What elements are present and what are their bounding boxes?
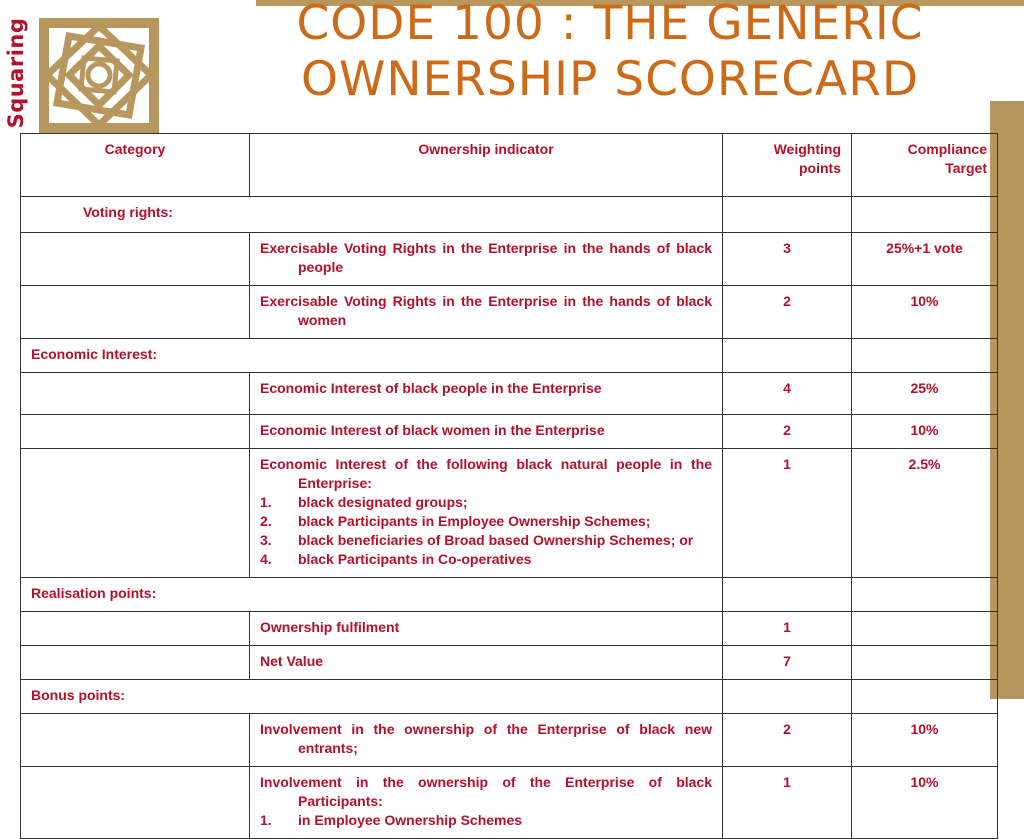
header-indicator: Ownership indicator xyxy=(250,134,723,197)
empty-cell xyxy=(723,578,852,612)
header-compliance xyxy=(852,134,998,197)
indicator-cell xyxy=(250,714,723,767)
sublist-number: 4. xyxy=(260,551,272,567)
indicator-text: Economic Interest of the following black natural people in the Enterprise: xyxy=(260,456,712,491)
logo-spiral-icon xyxy=(39,18,159,133)
table-row xyxy=(21,286,998,339)
target-cell xyxy=(852,646,998,680)
table-row xyxy=(21,415,998,449)
indicator-cell xyxy=(250,612,723,646)
indicator-sublist xyxy=(260,811,712,830)
category-cell xyxy=(21,286,250,339)
slide-title xyxy=(230,0,990,108)
points-cell: 7 xyxy=(723,646,852,680)
points-cell: 1 xyxy=(723,767,852,839)
ownership-scorecard-table xyxy=(20,133,998,839)
points-cell: 4 xyxy=(723,373,852,415)
table-header-row xyxy=(21,134,998,197)
header-weighting-l1: Weighting xyxy=(773,141,841,157)
indicator-text: Ownership fulfilment xyxy=(260,619,400,635)
slide-title-line-2: OWNERSHIP SCORECARD xyxy=(300,52,920,107)
category-cell xyxy=(21,714,250,767)
empty-cell xyxy=(852,197,998,233)
sublist-item xyxy=(260,512,712,531)
table-row xyxy=(21,373,998,415)
header-compliance-l1: Compliance xyxy=(907,141,987,157)
empty-cell xyxy=(723,339,852,373)
sublist-item xyxy=(260,493,712,512)
points-cell: 2 xyxy=(723,714,852,767)
sublist-number: 3. xyxy=(260,532,272,548)
category-cell xyxy=(21,767,250,839)
target-cell: 10% xyxy=(852,714,998,767)
logo-wordmark: Squaring xyxy=(4,17,28,129)
indicator-cell xyxy=(250,767,723,839)
indicator-cell xyxy=(250,286,723,339)
category-cell xyxy=(21,646,250,680)
indicator-text: Involvement in the ownership of the Enterprise of black Participants: xyxy=(260,774,712,809)
table-row xyxy=(21,714,998,767)
indicator-sublist xyxy=(260,493,712,569)
indicator-text: Involvement in the ownership of the Enterprise of black new entrants; xyxy=(260,721,712,756)
section-label-realisation: Realisation points: xyxy=(21,578,723,612)
points-cell: 1 xyxy=(723,612,852,646)
indicator-cell xyxy=(250,373,723,415)
points-cell: 3 xyxy=(723,233,852,286)
empty-cell xyxy=(852,680,998,714)
target-cell xyxy=(852,612,998,646)
target-cell: 10% xyxy=(852,767,998,839)
section-row-economic xyxy=(21,339,998,373)
sublist-text: black designated groups; xyxy=(298,494,468,510)
slide-title-line-1: CODE 100 : THE GENERIC xyxy=(296,0,924,51)
target-cell: 25% xyxy=(852,373,998,415)
indicator-text: Exercisable Voting Rights in the Enterprise in the hands of black people xyxy=(260,240,712,275)
target-cell: 2.5% xyxy=(852,449,998,578)
section-label-voting: Voting rights: xyxy=(21,197,723,233)
empty-cell xyxy=(723,197,852,233)
header-category: Category xyxy=(21,134,250,197)
points-cell: 2 xyxy=(723,286,852,339)
indicator-text: Exercisable Voting Rights in the Enterprise in the hands of black women xyxy=(260,293,712,328)
sublist-text: in Employee Ownership Schemes xyxy=(298,812,523,828)
sublist-text: black beneficiaries of Broad based Ownership Schemes; or xyxy=(298,532,694,548)
indicator-text: Economic Interest of black women in the Enterprise xyxy=(260,422,605,438)
table-row xyxy=(21,646,998,680)
header-weighting-l2: points xyxy=(799,160,841,176)
section-row-bonus xyxy=(21,680,998,714)
empty-cell xyxy=(852,339,998,373)
section-label-bonus: Bonus points: xyxy=(21,680,723,714)
category-cell xyxy=(21,612,250,646)
indicator-text: Economic Interest of black people in the Enterprise xyxy=(260,380,602,396)
section-label-economic: Economic Interest: xyxy=(21,339,723,373)
header-weighting xyxy=(723,134,852,197)
section-row-realisation xyxy=(21,578,998,612)
table-row xyxy=(21,767,998,839)
target-cell: 25%+1 vote xyxy=(852,233,998,286)
points-cell: 1 xyxy=(723,449,852,578)
category-cell xyxy=(21,233,250,286)
indicator-cell xyxy=(250,646,723,680)
sublist-item xyxy=(260,550,712,569)
section-row-voting xyxy=(21,197,998,233)
header-compliance-l2: Target xyxy=(945,160,987,176)
indicator-cell xyxy=(250,449,723,578)
sublist-number: 2. xyxy=(260,513,272,529)
sublist-number: 1. xyxy=(260,812,272,828)
sublist-item xyxy=(260,531,712,550)
category-cell xyxy=(21,449,250,578)
sublist-text: black Participants in Employee Ownership Schemes; xyxy=(298,513,651,529)
indicator-text: Net Value xyxy=(260,653,324,669)
indicator-cell xyxy=(250,233,723,286)
empty-cell xyxy=(852,578,998,612)
sublist-text: black Participants in Co-operatives xyxy=(298,551,532,567)
table-row xyxy=(21,612,998,646)
empty-cell xyxy=(723,680,852,714)
target-cell: 10% xyxy=(852,415,998,449)
sublist-item xyxy=(260,811,712,830)
category-cell xyxy=(21,415,250,449)
category-cell xyxy=(21,373,250,415)
target-cell: 10% xyxy=(852,286,998,339)
table-row xyxy=(21,449,998,578)
points-cell: 2 xyxy=(723,415,852,449)
indicator-cell xyxy=(250,415,723,449)
sublist-number: 1. xyxy=(260,494,272,510)
table-row xyxy=(21,233,998,286)
